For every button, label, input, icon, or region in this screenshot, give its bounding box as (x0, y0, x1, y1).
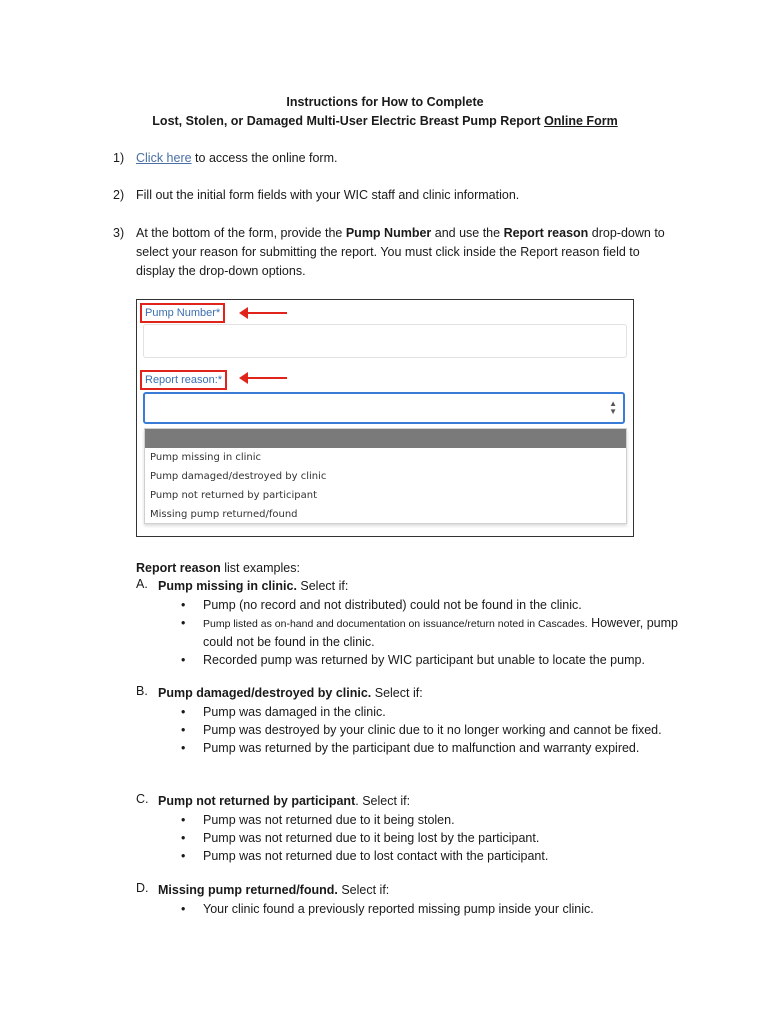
bullet-list (136, 811, 696, 866)
dropdown-option: Pump damaged/destroyed by clinic (150, 471, 327, 482)
list-item-text: Pump was damaged in the clinic. (203, 704, 386, 719)
list-item-text: Pump listed as on-hand and documentation on issuance/return noted in Cascades. (203, 617, 588, 630)
dropdown-option: Missing pump returned/found (150, 509, 298, 520)
examples-heading-bold: Report reason (136, 561, 221, 575)
section-suffix: Select if: (371, 686, 423, 700)
list-item-text: Pump was not returned due to lost contact with the participant. (203, 849, 549, 864)
section-letter: B. (136, 684, 148, 698)
bullet: • (181, 849, 186, 864)
bullet: • (181, 653, 186, 668)
pump-number-term: Pump Number (345, 226, 432, 240)
section-suffix: Select if: (296, 579, 349, 593)
bullet: • (181, 830, 186, 845)
title-line-1: Instructions for How to Complete (286, 95, 484, 109)
list-item (136, 651, 696, 669)
bullet-list (136, 900, 696, 918)
list-item (136, 811, 696, 829)
list-item (136, 900, 696, 918)
section-d (136, 881, 696, 918)
list-item-text: Pump was not returned due to it being stolen. (203, 812, 455, 827)
dropdown-highlight-row (145, 429, 626, 448)
list-item (136, 721, 696, 739)
step-text: to access the online form. (191, 151, 338, 165)
section-title: Pump not returned by participant (158, 794, 356, 808)
list-item (136, 829, 696, 847)
list-item (136, 739, 696, 757)
bullet-list (136, 703, 696, 758)
online-form-link[interactable]: Online Form (544, 114, 618, 128)
list-item-text: Your clinic found a previously reported missing pump inside your clinic. (203, 901, 594, 916)
list-item-text: Pump was returned by the participant due to malfunction and warranty expired. (203, 741, 640, 756)
step-1 (113, 149, 673, 168)
bullet-list (136, 596, 696, 670)
bullet: • (181, 597, 186, 612)
section-title: Pump missing in clinic. (158, 579, 297, 593)
list-item-text: Pump (no record and not distributed) could not be found in the clinic. (203, 597, 582, 612)
step-3 (113, 224, 673, 281)
title-line-2 (0, 114, 770, 128)
pump-number-label: Pump Number* (140, 303, 225, 323)
report-reason-select (143, 392, 625, 424)
step-text: Fill out the initial form fields with your WIC staff and clinic information. (136, 188, 520, 202)
bullet: • (181, 722, 186, 737)
step-2 (113, 186, 673, 205)
dropdown-option: Pump not returned by participant (150, 490, 318, 501)
list-item-text: Pump was destroyed by your clinic due to it no longer working and cannot be fixed. (203, 722, 662, 737)
pump-number-field (143, 324, 627, 358)
section-a (136, 577, 696, 670)
bullet: • (181, 704, 186, 719)
list-item-text: Recorded pump was returned by WIC participant but unable to locate the pump. (203, 653, 645, 668)
list-item-text: Pump was not returned due to it being lost by the participant. (203, 830, 540, 845)
examples-heading-text: list examples: (220, 561, 300, 575)
report-reason-dropdown (144, 428, 627, 524)
list-item (136, 847, 696, 865)
arrow-icon (241, 377, 287, 379)
section-b (136, 684, 696, 757)
report-reason-term: Report reason (503, 226, 589, 240)
select-updown-icon: ▲ ▼ (609, 399, 617, 416)
bullet: • (181, 741, 186, 756)
step-text: and use the (431, 226, 504, 240)
list-item-text: However, pump could not be found in the clinic. (203, 615, 679, 650)
step-number: 2) (113, 188, 125, 202)
dropdown-option: Pump missing in clinic (150, 452, 262, 463)
bullet: • (181, 615, 186, 630)
section-title: Missing pump returned/found. (158, 883, 338, 897)
step-text: At the bottom of the form, provide the (136, 226, 346, 240)
form-screenshot-figure (136, 299, 634, 537)
click-here-link[interactable]: Click here (136, 151, 192, 165)
step-text: drop-down to select your reason for submitting the report. You must click inside the Report reason field to display the drop-down options. (136, 226, 665, 278)
bullet: • (181, 901, 186, 916)
examples-heading (136, 559, 696, 578)
step-number: 3) (113, 226, 125, 240)
section-suffix: . Select if: (355, 794, 411, 808)
list-item (136, 703, 696, 721)
list-item (136, 614, 696, 652)
section-c (136, 792, 696, 865)
report-reason-label: Report reason:* (140, 370, 227, 390)
list-item (136, 596, 696, 614)
section-letter: D. (136, 881, 149, 895)
arrow-icon (241, 312, 287, 314)
bullet: • (181, 812, 186, 827)
section-letter: A. (136, 577, 148, 591)
title-line-2-text: Lost, Stolen, or Damaged Multi-User Electric Breast Pump Report (152, 114, 541, 128)
section-suffix: Select if: (337, 883, 390, 897)
section-title: Pump damaged/destroyed by clinic. (158, 686, 372, 700)
section-letter: C. (136, 792, 149, 806)
step-number: 1) (113, 151, 125, 165)
